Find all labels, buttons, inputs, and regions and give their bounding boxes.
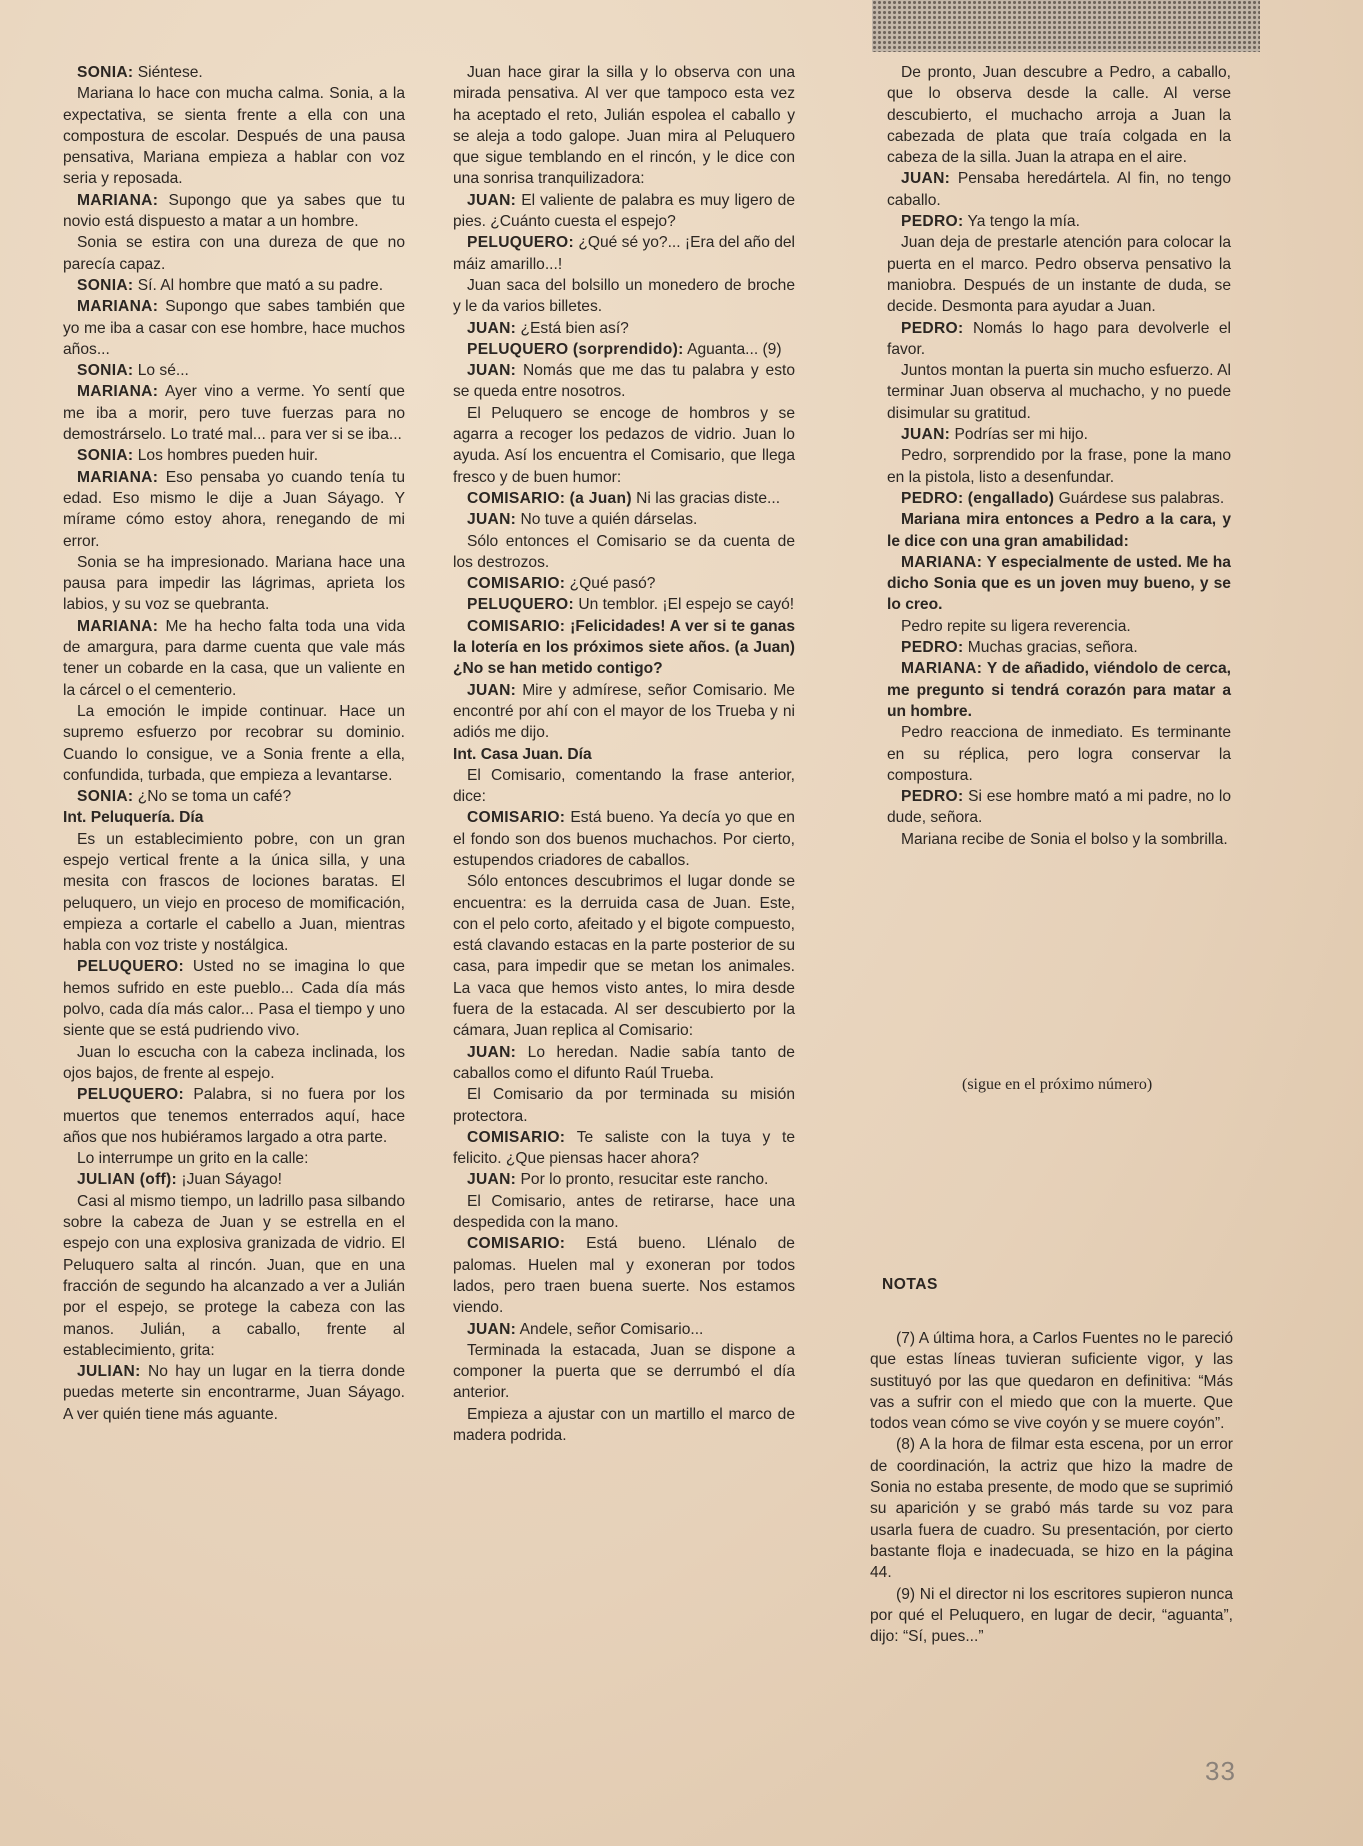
notes-title: NOTAS <box>882 1276 938 1293</box>
dialogue-line <box>887 637 1231 658</box>
dialogue-line <box>453 1042 795 1085</box>
line-text: Sonia se ha impresionado. Mariana hace una pausa para impedir las lágrimas, aprieta los labios, y su voz se quebranta. <box>63 553 405 614</box>
halftone-strip <box>872 0 1260 52</box>
speaker-name: MARIANA: <box>901 553 983 571</box>
line-text: Terminada la estacada, Juan se dispone a componer la puerta que se derrumbó el día anterior. <box>453 1341 795 1402</box>
stage-direction <box>453 871 795 1041</box>
stage-direction <box>453 531 795 574</box>
line-text: Supongo que sabes también que yo me iba a casar con ese hombre, hace muchos años... <box>63 298 405 358</box>
speaker-name: SONIA: <box>77 64 134 81</box>
line-text: El valiente de palabra es muy ligero de pies. ¿Cuánto cuesta el espejo? <box>453 191 795 231</box>
line-text: Pensaba heredártela. Al fin, no tengo caballo. <box>887 170 1231 209</box>
line-text: Ya tengo la mía. <box>967 213 1080 231</box>
dialogue-line <box>63 1084 405 1148</box>
line-text: Pedro, sorprendido por la frase, pone la mano en la pistola, listo a desenfundar. <box>887 447 1231 486</box>
speaker-name: JUAN: <box>467 319 517 337</box>
dialogue-line <box>453 190 795 233</box>
dialogue-line <box>63 190 405 233</box>
dialogue-line <box>453 509 795 530</box>
line-text: No hay un lugar en la tierra donde puedas meterte sin encontrarme, Juan Sáyago. A ver quién tiene más aguante. <box>63 1363 405 1423</box>
line-text: Empieza a ajustar con un martillo el marco de madera podrida. <box>453 1405 795 1444</box>
line-text: Juntos montan la puerta sin mucho esfuerzo. Al terminar Juan observa al muchacho, y no puede disimular su gratitud. <box>887 362 1231 422</box>
speaker-name: COMISARIO: <box>467 489 566 507</box>
dialogue-line <box>453 616 795 680</box>
speaker-name: COMISARIO: <box>467 809 566 827</box>
stage-direction <box>63 829 405 957</box>
dialogue-line <box>63 62 405 83</box>
stage-direction <box>63 1191 405 1361</box>
dialogue-line <box>887 786 1231 829</box>
line-text: Y especialmente de usted. Me ha dicho Sonia que es un joven muy bueno, y se lo creo. <box>887 553 1231 614</box>
dialogue-line <box>63 1361 405 1425</box>
line-text: Está bueno. Llénalo de palomas. Huelen mal y exoneran por todos lados, pero traen buena suerte. Nos estamos viendo. <box>453 1235 795 1317</box>
stage-direction <box>453 1084 795 1127</box>
line-text: Te saliste con la tuya y te felicito. ¿Que piensas hacer ahora? <box>453 1128 795 1168</box>
line-text: Nomás lo hago para devolverle el favor. <box>887 319 1231 358</box>
speaker-name: MARIANA: <box>77 617 159 635</box>
stage-aside: (engallado) <box>967 489 1055 507</box>
line-text: Palabra, si no fuera por los muertos que tenemos enterrados aquí, hace años que nos hubiéramos largado a otra parte. <box>63 1086 405 1146</box>
speaker-name: JUAN: <box>467 511 517 529</box>
footnote: (8) A la hora de filmar esta escena, por un error de coordinación, la actriz que hizo la madre de Sonia no estaba presente, de modo que se suprimió su aparición y se grabó más tarde su voz para usarla fuera de cuadro. Su presentación, por cierto bastante floja e inadecuada, se hizo en la página 44. <box>870 1436 1233 1582</box>
stage-direction <box>453 1404 795 1447</box>
dialogue-line <box>453 488 795 509</box>
line-text: Lo sé... <box>137 362 189 380</box>
line-text: Juan deja de prestarle atención para colocar la puerta en el marco. Pedro observa pensativo la maniobra. Después de un instante de duda, se decide. Desmonta para ayudar a Juan. <box>887 234 1231 316</box>
speaker-name: PEDRO: <box>901 319 964 337</box>
dialogue-line <box>63 360 405 381</box>
line-text: Ni las gracias diste... <box>636 489 781 507</box>
line-text: Aguanta... (9) <box>687 340 782 358</box>
stage-aside: (a Juan) <box>569 489 632 507</box>
scene-heading: Int. Casa Juan. Día <box>453 745 592 763</box>
line-text: Muchas gracias, señora. <box>967 639 1138 657</box>
line-text: Juan saca del bolsillo un monedero de broche y le da varios billetes. <box>453 276 795 316</box>
line-text: De pronto, Juan descubre a Pedro, a caballo, que lo observa desde la calle. Al verse descubierto, el muchacho arroja a Juan la cabezada de plata que traía colgada en la cabeza de la silla. Juan la atrapa en el aire. <box>887 64 1231 167</box>
speaker-name: JUAN: <box>901 426 951 444</box>
line-text: Por lo pronto, resucitar este rancho. <box>520 1171 769 1189</box>
stage-direction <box>63 83 405 189</box>
line-text: Supongo que ya sabes que tu novio está dispuesto a matar a un hombre. <box>63 191 405 231</box>
stage-direction <box>453 1340 795 1404</box>
dialogue-line <box>453 573 795 594</box>
speaker-name: PELUQUERO: <box>467 596 574 614</box>
speaker-name: JUAN: <box>467 681 517 699</box>
line-text: Sólo entonces descubrimos el lugar donde se encuentra: es la derruida casa de Juan. Este, con el pelo corto, afeitado y el bigote compuesto, está clavando estacas en la parte posterior de su casa, para impedir que se metan los animales. La vaca que hemos visto antes, lo mira desde fuera de la estacada. Al ser descubierto por la cámara, Juan replica al Comisario: <box>453 873 795 1040</box>
line-text: Mariana mira entonces a Pedro a la cara, y le dice con una gran amabilidad: <box>887 511 1231 550</box>
stage-direction <box>63 701 405 786</box>
stage-direction <box>887 445 1231 488</box>
dialogue-line <box>887 211 1231 232</box>
dialogue-line <box>63 381 405 445</box>
speaker-name: MARIANA: <box>901 660 983 678</box>
line-text: Pedro repite su ligera reverencia. <box>901 617 1131 635</box>
line-text: El Comisario, comentando la frase anterior, dice: <box>453 766 795 806</box>
dialogue-line <box>63 275 405 296</box>
line-text: Mariana lo hace con mucha calma. Sonia, a la expectativa, se sienta frente a ella con una compostura de escolar. Después de una pausa pensativa, Mariana empieza a hablar con voz seria y reposada. <box>63 85 405 188</box>
speaker-name: JUAN: <box>901 170 951 188</box>
line-text: Pedro reacciona de inmediato. Es terminante en su réplica, pero logra conservar la compostura. <box>887 724 1231 784</box>
dialogue-line <box>887 658 1231 722</box>
line-text: Si ese hombre mató a mi padre, no lo dude, señora. <box>887 788 1231 827</box>
speaker-name: PELUQUERO: <box>467 234 574 252</box>
speaker-name: MARIANA: <box>77 298 159 316</box>
line-text: Y de añadido, viéndolo de cerca, me pregunto si tendrá corazón para matar a un hombre. <box>887 660 1231 720</box>
dialogue-line <box>453 318 795 339</box>
stage-direction <box>887 829 1231 850</box>
line-text: Mire y admírese, señor Comisario. Me encontré por ahí con el mayor de los Trueba y ni adiós me dijo. <box>453 681 795 742</box>
line-text: Guárdese sus palabras. <box>1058 489 1225 507</box>
speaker-name: JULIAN (off): <box>77 1171 178 1189</box>
dialogue-line <box>887 168 1231 211</box>
speaker-name: COMISARIO: <box>467 575 566 593</box>
dialogue-line <box>453 807 795 871</box>
speaker-name: JUAN: <box>467 1043 517 1061</box>
stage-direction <box>63 552 405 616</box>
speaker-name: JUAN: <box>467 1171 517 1189</box>
line-text: El Comisario, antes de retirarse, hace una despedida con la mano. <box>453 1192 795 1232</box>
line-text: El Comisario da por terminada su misión protectora. <box>453 1086 795 1125</box>
stage-direction <box>887 616 1231 637</box>
dialogue-line <box>453 360 795 403</box>
speaker-name: JULIAN: <box>77 1363 141 1381</box>
notes-section <box>870 1328 1233 1647</box>
stage-direction <box>887 722 1231 786</box>
line-text: ¿Está bien así? <box>520 319 629 337</box>
line-text: Un temblor. ¡El espejo se cayó! <box>578 596 795 614</box>
stage-direction <box>453 403 795 488</box>
dialogue-line <box>453 1233 795 1318</box>
line-text: Lo heredan. Nadie sabía tanto de caballos como el difunto Raúl Trueba. <box>453 1043 795 1082</box>
speaker-name: SONIA: <box>77 362 134 380</box>
speaker-name: PEDRO: <box>901 213 964 231</box>
dialogue-line <box>453 1169 795 1190</box>
dialogue-line <box>63 445 405 466</box>
dialogue-line <box>453 680 795 744</box>
line-text: Casi al mismo tiempo, un ladrillo pasa silbando sobre la cabeza de Juan y se estrella en el espejo con una explosiva granizada de vidrio. El Peluquero salta al rincón. Juan, que en una fracción de segundo ha alcanzado a ver a Julián por el espejo, se protege la cabeza con las manos. Julián, a caballo, frente al establecimiento, grita: <box>63 1192 405 1359</box>
line-text: La emoción le impide continuar. Hace un supremo esfuerzo por recobrar su dominio. Cuando lo consigue, ve a Sonia frente a ella, confundida, turbada, que empieza a levantarse. <box>63 702 405 784</box>
speaker-name: COMISARIO: <box>467 617 566 635</box>
line-text: Eso pensaba yo cuando tenía tu edad. Eso mismo le dije a Juan Sáyago. Y mírame cómo estoy ahora, renegando de mi error. <box>63 468 405 550</box>
line-text: Sólo entonces el Comisario se da cuenta de los destrozos. <box>453 532 795 571</box>
line-text: Siéntese. <box>137 64 203 81</box>
dialogue-line <box>63 616 405 701</box>
stage-direction <box>63 1042 405 1085</box>
dialogue-line <box>63 467 405 552</box>
stage-direction <box>453 1191 795 1234</box>
line-text: Los hombres pueden huir. <box>137 447 319 465</box>
page-number: 33 <box>1205 1756 1236 1786</box>
stage-direction <box>887 232 1231 317</box>
line-text: Nomás que me das tu palabra y esto se queda entre nosotros. <box>453 362 795 401</box>
dialogue-line <box>453 232 795 275</box>
footnote: (7) A última hora, a Carlos Fuentes no le pareció que estas líneas tuvieran suficiente vigor, y las sustituyó por las que quedaron en definitiva: “Más vas a sufrir con el miedo que con la muerte. Que todos vean cómo se vive coyón y se muere coyón”. <box>870 1330 1233 1433</box>
speaker-name: COMISARIO: <box>467 1128 566 1146</box>
line-text: Es un establecimiento pobre, con un gran espejo vertical frente a la única silla, y una mesita con frascos de lociones baratas. El peluquero, un viejo en proceso de momificación, empieza a cortarle el cabello a Juan, mientras habla con voz triste y nostálgica. <box>63 830 405 955</box>
line-text: Mariana recibe de Sonia el bolso y la sombrilla. <box>901 830 1228 848</box>
dialogue-line <box>887 552 1231 616</box>
line-text: Usted no se imagina lo que hemos sufrido en este pueblo... Cada día más polvo, cada día más calor... Pasa el tiempo y uno siente que se está pudriendo vivo. <box>63 958 405 1040</box>
line-text: Juan lo escucha con la cabeza inclinada, los ojos bajos, de frente al espejo. <box>63 1043 405 1082</box>
column-right <box>887 62 1231 850</box>
line-text: ¿Qué sé yo?... ¡Era del año del máiz amarillo...! <box>453 234 796 273</box>
dialogue-line <box>453 594 795 615</box>
speaker-name: SONIA: <box>77 788 134 806</box>
speaker-name: PEDRO: <box>901 489 964 507</box>
line-text: El Peluquero se encoge de hombros y se agarra a recoger los pedazos de vidrio. Juan lo ayuda. Así los encuentra el Comisario, que llega fresco y de buen humor: <box>453 404 795 486</box>
stage-direction <box>887 360 1231 424</box>
line-text: Andele, señor Comisario... <box>519 1320 704 1338</box>
stage-direction <box>63 232 405 275</box>
line-text: ¿Qué pasó? <box>569 575 656 593</box>
dialogue-line <box>887 318 1231 361</box>
stage-direction <box>453 275 795 318</box>
stage-direction <box>887 509 1231 552</box>
stage-direction <box>63 1148 405 1169</box>
speaker-name: SONIA: <box>77 447 134 465</box>
dialogue-line <box>887 488 1231 509</box>
speaker-name: JUAN: <box>467 1320 517 1338</box>
speaker-name: JUAN: <box>467 362 517 380</box>
stage-direction <box>887 62 1231 168</box>
speaker-name: SONIA: <box>77 276 134 294</box>
dialogue-line <box>453 1319 795 1340</box>
line-text: ¡Felicidades! A ver si te ganas la lotería en los próximos siete años. (a Juan) ¿No se han metido contigo? <box>453 617 795 678</box>
speaker-name: MARIANA: <box>77 191 159 209</box>
speaker-name: PELUQUERO: <box>77 958 184 976</box>
stage-direction <box>453 765 795 808</box>
speaker-name: PEDRO: <box>901 639 964 657</box>
dialogue-line <box>63 1169 405 1190</box>
speaker-name: MARIANA: <box>77 468 159 486</box>
line-text: Está bueno. Ya decía yo que en el fondo son dos buenos muchachos. Por cierto, estupendos criadores de caballos. <box>453 809 795 869</box>
speaker-name: PEDRO: <box>901 788 964 806</box>
column-middle <box>453 62 795 1446</box>
dialogue-line <box>63 296 405 360</box>
dialogue-line <box>453 1127 795 1170</box>
line-text: ¿No se toma un café? <box>137 788 292 806</box>
line-text: Juan hace girar la silla y lo observa con una mirada pensativa. Al ver que tampoco esta vez ha aceptado el reto, Julián espolea el caballo y se aleja a todo galope. Juan mira al Peluquero que sigue temblando en el rincón, y le dice con una sonrisa tranquilizadora: <box>453 64 795 188</box>
continued-note: (sigue en el próximo número) <box>962 1076 1153 1093</box>
speaker-name: PELUQUERO: <box>77 1086 184 1104</box>
column-left <box>63 62 405 1425</box>
scene-heading: Int. Peluquería. Día <box>63 809 204 827</box>
speaker-name: COMISARIO: <box>467 1235 566 1253</box>
stage-direction <box>453 62 795 190</box>
line-text: No tuve a quién dárselas. <box>520 511 698 529</box>
speaker-name: JUAN: <box>467 191 517 209</box>
dialogue-line <box>453 339 795 360</box>
dialogue-line <box>887 424 1231 445</box>
stage-aside: (sorprendido): <box>572 340 684 358</box>
line-text: Podrías ser mi hijo. <box>954 426 1088 444</box>
footnote: (9) Ni el director ni los escritores supieron nunca por qué el Peluquero, en lugar de decir, “aguanta”, dijo: “Sí, pues...” <box>870 1585 1233 1646</box>
dialogue-line <box>63 786 405 807</box>
line-text: Ayer vino a verme. Yo sentí que me iba a morir, pero tuve fuerzas para no demostrárselo. Lo traté mal... para ver si se iba... <box>63 383 405 444</box>
speaker-name: MARIANA: <box>77 383 159 401</box>
line-text: Sonia se estira con una dureza de que no parecía capaz. <box>63 234 405 273</box>
line-text: Lo interrumpe un grito en la calle: <box>77 1150 309 1168</box>
dialogue-line <box>63 956 405 1041</box>
line-text: Sí. Al hombre que mató a su padre. <box>137 276 384 294</box>
speaker-name: PELUQUERO <box>467 340 569 358</box>
line-text: ¡Juan Sáyago! <box>181 1171 282 1189</box>
line-text: Me ha hecho falta toda una vida de amargura, para darme cuenta que vale más tener un cobarde en la casa, que un valiente en la cárcel o el cementerio. <box>63 617 405 699</box>
